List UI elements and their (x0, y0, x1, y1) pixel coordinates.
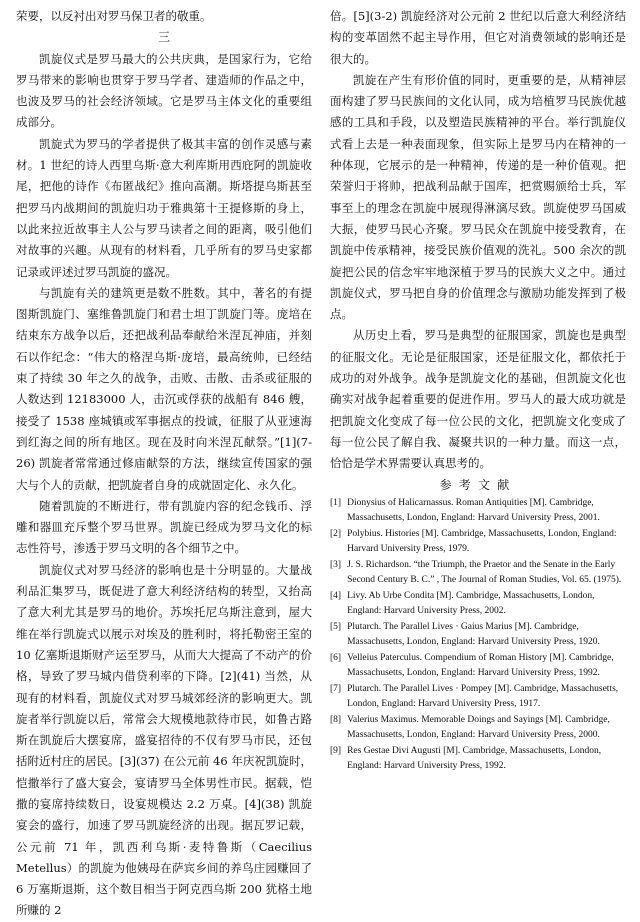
reference-text: Plutarch. The Parallel Lives · Pompey [M]. Cambridge, Massachusetts, London, England: Harvard University Press, 1917. (347, 683, 619, 710)
reference-text: Res Gestae Divi Augusti [M]. Cambridge, Massachusetts, London, England: Harvard University Press, 1992. (347, 745, 602, 772)
reference-number: [7] (330, 683, 342, 694)
reference-item (330, 527, 626, 558)
reference-number: [3] (330, 559, 342, 570)
reference-item (330, 496, 626, 527)
reference-text: Livy. Ab Urbe Condita [M]. Cambridge, Massachusetts, London, England: Harvard University Press, 2002. (347, 590, 595, 617)
reference-number: [1] (330, 497, 342, 508)
paragraph-scholars: 凯旋式为罗马的学者提供了极其丰富的创作灵感与素材。1 世纪的诗人西里乌斯·意大利库斯用西庇阿的凯旋收尾，把他的诗作《布匿战纪》推向高潮。斯塔提乌斯甚至把罗马内战期间的凯旋归功于雅典第十王提修斯的身上，以此来拉近故事主人公与罗马读者之间的距离，吸引他们对故事的兴趣。从现有的材料看，几乎所有的罗马史家都记录或评述过罗马凯旋的盛况。 (16, 136, 312, 279)
reference-text: Velleius Paterculus. Compendium of Roman History [M]. Cambridge, Massachusetts, London, England: Harvard University Press, 1992. (347, 652, 614, 679)
references-list (330, 496, 626, 775)
reference-item (330, 651, 626, 682)
reference-text: Polybius. Histories [M]. Cambridge, Massachusetts, London, England: Harvard University Press, 1979. (347, 528, 617, 555)
left-column (16, 6, 312, 922)
reference-item (330, 713, 626, 744)
reference-text: Plutarch. The Parallel Lives · Gaius Marius [M]. Cambridge, Massachusetts, London, England: Harvard University Press, 1920. (347, 621, 600, 648)
paragraph-continuation-right: 倍。[5](3-2) 凯旋经济对公元前 2 世纪以后意大利经济结构的变革固然不起主导作用，但它对消费领域的影响还是很大的。 (330, 9, 626, 66)
section-heading: 三 (157, 30, 170, 45)
paragraph-triumph-overview: 凯旋仪式是罗马最大的公共庆典，是国家行为，它给罗马带来的影响也贯穿于罗马学者、建造师的作品之中，也波及罗马的社会经济领域。它是罗马主体文化的重要组成部分。 (16, 51, 312, 130)
reference-item (330, 682, 626, 713)
reference-number: [6] (330, 652, 342, 663)
reference-item (330, 558, 626, 589)
reference-item (330, 620, 626, 651)
reference-number: [8] (330, 714, 342, 725)
paragraph-spirit: 凯旋在产生有形价值的同时，更重要的是，从精神层面构建了罗马民族间的文化认同，成为培植罗马民族优越感的工具和手段，以及塑造民族精神的平台。举行凯旋仪式看上去是一种表面现象，但实际上是罗马内在精神的一种体现，它展示的是一种精神，传递的是一种价值观。把荣誉归于将帅，把战利品献于国库，把赏赐颁给士兵，军事至上的理念在凯旋中展现得淋漓尽致。凯旋使罗马国威大振，使罗马民心齐聚。罗马民众在凯旋中接受教育，在凯旋中传承精神，接受民族价值观的洗礼。500 余次的凯旋把公民的信念牢牢地深植于罗马的民族大义之中。通过凯旋仪式，罗马把自身的价值理念与激励功能发挥到了极点。 (330, 72, 626, 322)
reference-item (330, 744, 626, 775)
reference-text: J. S. Richardson. “the Triumph, the Praetor and the Senate in the Early Second Century B. C.” , The Journal of Roman Studies, Vol. 65. (1975). (347, 559, 622, 586)
reference-number: [9] (330, 745, 342, 756)
reference-item (330, 589, 626, 620)
reference-number: [5] (330, 621, 342, 632)
reference-text: Dionysius of Halicarnassus. Roman Antiquities [M]. Cambridge, Massachusetts, London, England: Harvard University Press, 2001. (347, 497, 600, 524)
paragraph-coins-reliefs: 随着凯旋的不断进行，带有凯旋内容的纪念钱币、浮雕和器皿充斥整个罗马世界。凯旋已经成为罗马文化的标志性符号，渗透于罗马文明的各个细节之中。 (16, 498, 312, 556)
right-column (330, 6, 626, 775)
paragraph-economy: 凯旋仪式对罗马经济的影响也是十分明显的。大量战利品汇集罗马，既促进了意大利经济结构的转型，又抬高了意大利尤其是罗马的地价。苏埃托尼乌斯注意到，屋大维在举行凯旋式以展示对埃及的胜利时，将托勒密王室的 10 亿塞斯退斯财产运至罗马，从而大大提高了不动产的价格，导致了罗马城内借贷利率的下降。[2](41) 当然，从现有的材料看，凯旋仪式对罗马城郊经济的影响更大。凯旋者举行凯旋以后，常常会大规模地款待市民，如鲁古路斯在凯旋后大摆宴席，盛宴招待的不仅有罗马市民，还包括附近村庄的居民。[3](37) 在公元前 46 年庆祝凯旋时，恺撒举行了盛大宴会，宴请罗马全体男性市民。据载，恺撒的宴席持续数日，设宴规模达 2.2 万桌。[4](38) 凯旋宴会的盛行，加速了罗马凯旋经济的出现。据瓦罗记载，公元前 71 年，凯西利乌斯·麦特鲁斯（Caecilius Metellus）的凯旋为他姨母在萨宾乡间的养鸟庄园赚回了 6 万塞斯退斯，这个数目相当于阿克西乌斯 200 犹格土地所赚的 2 (16, 562, 312, 918)
paragraph-continuation: 荣要，以反衬出对罗马保卫者的敬重。 (16, 9, 212, 23)
reference-number: [4] (330, 590, 342, 601)
references-heading: 参考文献 (439, 477, 517, 492)
paragraph-architecture: 与凯旋有关的建筑更是数不胜数。其中，著名的有提图斯凯旋门、塞维鲁凯旋门和君士坦丁凯旋门等。庞培在结束东方战争以后，还把战利品奉献给米涅瓦神庙，并刻石以作纪念：“伟大的格涅乌斯·庞培，最高统帅，已经结束了持续 30 年之久的战争，击败、击散、击杀或征服的人数达到 12183000 人，击沉或俘获的战船有 846 艘，接受了 1538 座城镇或军事据点的投诚，征服了从亚速海到红海之间的所有地区。现在及时向米涅瓦献祭。”[1](7-26) 凯旋者常常通过修庙献祭的方法，继续宣传国家的强大与个人的贡献，把凯旋者自身的成就固定化、永久化。 (16, 285, 312, 492)
paragraph-conclusion: 从历史上看，罗马是典型的征服国家，凯旋也是典型的征服文化。无论是征服国家，还是征服文化，都依托于成功的对外战争。战争是凯旋文化的基础，但凯旋文化也确实对战争起着重要的促进作用。罗马人的最大成功就是把凯旋文化变成了每一位公民的文化，把凯旋文化变成了每一位公民了解自我、凝聚共识的一种力量。而这一点，恰恰是学术界需要认真思考的。 (330, 328, 626, 471)
reference-number: [2] (330, 528, 342, 539)
reference-text: Valerius Maximus. Memorable Doings and Sayings [M]. Cambridge, Massachusetts, London, England: Harvard University Press, 2000. (347, 714, 610, 741)
